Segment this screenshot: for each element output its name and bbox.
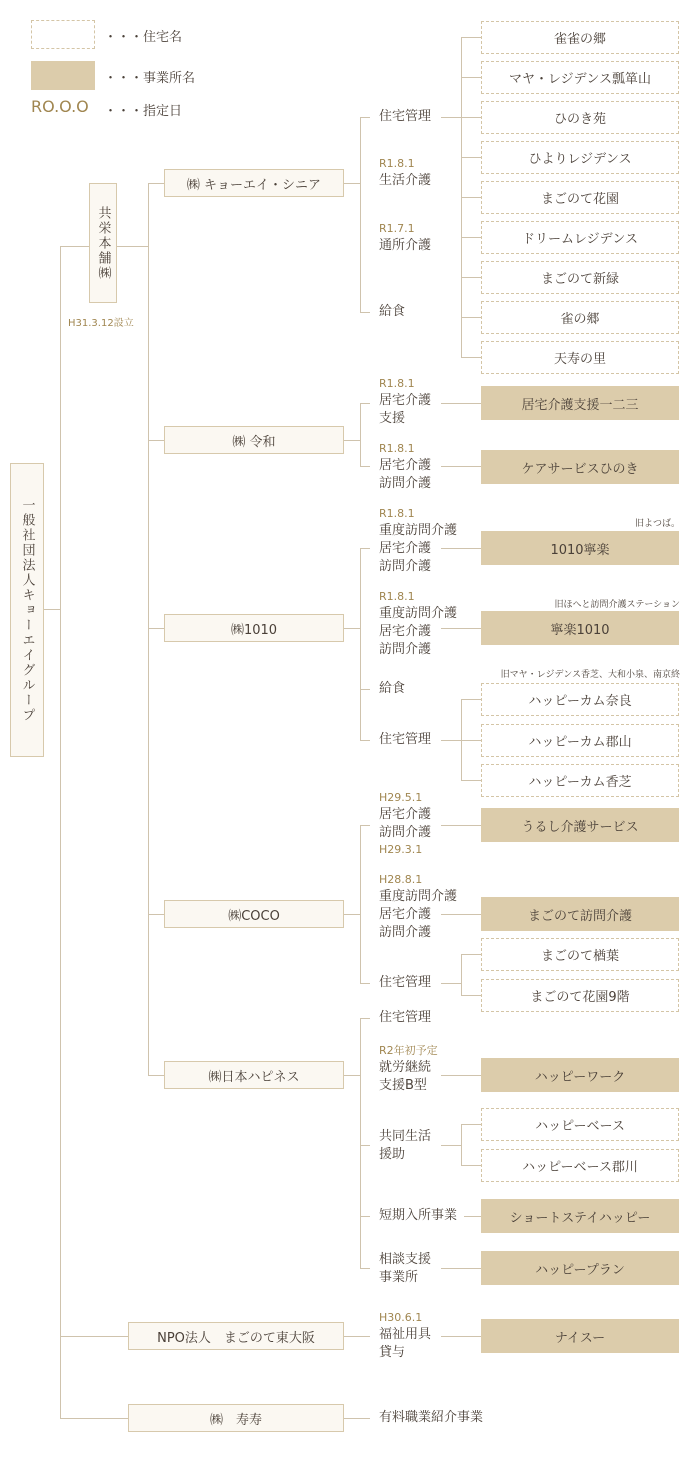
legend-office-swatch: [31, 61, 95, 90]
housing-dream: ドリームレジデンス: [481, 221, 679, 254]
connector: [44, 609, 60, 610]
connector: [117, 246, 148, 247]
connector: [461, 780, 481, 781]
connector: [360, 466, 370, 467]
housing-happy-base-korikawa: ハッピーベース郡川: [481, 1149, 679, 1182]
service-home-visit-care: H29.5.1 居宅介護 訪問介護 H29.3.1: [379, 791, 432, 856]
connector: [441, 1268, 481, 1269]
connector: [461, 1124, 481, 1125]
connector: [344, 1336, 370, 1337]
housing-magonote-hanazono-9f: まごのて花園9階: [481, 979, 679, 1012]
service-short-stay: 短期入所事業: [379, 1208, 458, 1223]
company-kyoei-senior: ㈱ キョーエイ・シニア: [164, 169, 344, 197]
connector: [148, 628, 164, 629]
root-organization: 一般社団法人キョーエイグループ: [10, 463, 44, 757]
connector: [461, 699, 481, 700]
company-1010: ㈱1010: [164, 614, 344, 642]
service-meal: 給食: [379, 304, 406, 319]
connector: [461, 740, 481, 741]
connector: [441, 914, 481, 915]
connector: [360, 825, 370, 826]
connector: [441, 117, 461, 118]
connector: [461, 197, 481, 198]
connector: [360, 548, 370, 549]
holding-company: 共栄本舗㈱: [89, 183, 117, 303]
connector: [360, 548, 361, 741]
connector: [360, 1145, 370, 1146]
company-nihon-happiness: ㈱日本ハピネス: [164, 1061, 344, 1089]
office-nara-1010: 寧楽1010: [481, 611, 679, 645]
company-coco: ㈱COCO: [164, 900, 344, 928]
connector: [441, 1075, 481, 1076]
service-housing: 住宅管理: [379, 975, 432, 990]
connector: [461, 954, 462, 996]
office-kyotaku-hifumi: 居宅介護支援一二三: [481, 386, 679, 420]
connector: [360, 1268, 370, 1269]
housing-tenju: 天寿の里: [481, 341, 679, 374]
service-paid-job-placement: 有料職業紹介事業: [379, 1410, 484, 1425]
service-housing: 住宅管理: [379, 109, 432, 124]
connector: [461, 77, 481, 78]
note-former-maya: 旧マヤ・レジデンス香芝、大和小泉、南京終: [500, 670, 680, 680]
service-life-care: R1.8.1 生活介護: [379, 157, 432, 188]
housing-happycome-nara: ハッピーカム奈良: [481, 683, 679, 716]
connector: [461, 37, 481, 38]
housing-hinoki-en: ひのき苑: [481, 101, 679, 134]
connector: [360, 740, 370, 741]
housing-happy-base: ハッピーベース: [481, 1108, 679, 1141]
service-severe-visit-care-b: R1.8.1 重度訪問介護 居宅介護 訪問介護: [379, 590, 458, 657]
connector: [461, 117, 481, 118]
connector: [360, 825, 361, 984]
connector: [360, 403, 370, 404]
connector: [360, 689, 370, 690]
connector: [461, 277, 481, 278]
office-urushi-care: うるし介護サービス: [481, 808, 679, 842]
connector: [60, 246, 61, 1418]
housing-happycome-kashiba: ハッピーカム香芝: [481, 764, 679, 797]
connector: [441, 1145, 461, 1146]
connector: [360, 1018, 370, 1019]
connector: [441, 983, 461, 984]
connector: [461, 1124, 462, 1166]
service-consultation: 相談支援 事業所: [379, 1252, 432, 1285]
housing-jakujaku: 雀雀の郷: [481, 21, 679, 54]
company-jyujyu: ㈱ 寿寿: [128, 1404, 344, 1432]
connector: [461, 317, 481, 318]
service-severe-visit-care: H28.8.1 重度訪問介護 居宅介護 訪問介護: [379, 873, 458, 940]
connector: [441, 466, 481, 467]
service-day-care: R1.7.1 通所介護: [379, 222, 432, 253]
note-former-hoheto: 旧ほへと訪問介護ステーション: [554, 600, 680, 610]
service-group-living: 共同生活 援助: [379, 1129, 432, 1162]
connector: [360, 312, 370, 313]
office-care-service-hinoki: ケアサービスひのき: [481, 450, 679, 484]
note-former-yotsuba: 旧よつば。: [634, 519, 680, 529]
legend-date-label: ・・・指定日: [104, 104, 183, 119]
connector: [344, 183, 360, 184]
housing-magonote-naraha: まごのて楢葉: [481, 938, 679, 971]
service-housing: 住宅管理: [379, 1010, 432, 1025]
legend-house-swatch: [31, 20, 95, 49]
connector: [461, 1165, 481, 1166]
housing-happycome-koriyama: ハッピーカム郡山: [481, 724, 679, 757]
housing-magonote-shinryoku: まごのて新緑: [481, 261, 679, 294]
service-housing: 住宅管理: [379, 732, 432, 747]
connector: [360, 983, 370, 984]
housing-maya-hyotanyama: マヤ・レジデンス瓢箪山: [481, 61, 679, 94]
connector: [441, 403, 481, 404]
connector: [360, 117, 361, 312]
connector: [441, 740, 461, 741]
office-1010-nara: 1010寧楽: [481, 531, 679, 565]
connector: [344, 628, 360, 629]
connector: [461, 954, 481, 955]
connector: [464, 1216, 481, 1217]
connector: [441, 825, 481, 826]
connector: [360, 1216, 370, 1217]
office-magonote-visit-care: まごのて訪問介護: [481, 897, 679, 931]
company-reiwa: ㈱ 令和: [164, 426, 344, 454]
housing-suzume: 雀の郷: [481, 301, 679, 334]
company-npo-magonote: NPO法人 まごのて東大阪: [128, 1322, 344, 1350]
holding-established-date: H31.3.12設立: [68, 318, 134, 329]
connector: [461, 357, 481, 358]
connector: [360, 117, 370, 118]
connector: [441, 548, 481, 549]
connector: [360, 403, 361, 467]
service-severe-visit-care-a: R1.8.1 重度訪問介護 居宅介護 訪問介護: [379, 507, 458, 574]
connector: [344, 440, 360, 441]
connector: [360, 1018, 361, 1268]
connector: [461, 237, 481, 238]
legend-date-sample: RO.O.O: [31, 97, 89, 116]
housing-hiyori: ひよりレジデンス: [481, 141, 679, 174]
housing-magonote-hanazono: まごのて花園: [481, 181, 679, 214]
connector: [60, 1336, 128, 1337]
connector: [344, 1075, 360, 1076]
service-welfare-equipment-rental: H30.6.1 福祉用具 貸与: [379, 1311, 432, 1360]
service-home-care-support: R1.8.1 居宅介護 支援: [379, 377, 432, 426]
connector: [441, 1336, 481, 1337]
connector: [461, 995, 481, 996]
connector: [344, 914, 360, 915]
connector: [60, 246, 89, 247]
connector: [344, 1418, 370, 1419]
office-happy-work: ハッピーワーク: [481, 1058, 679, 1092]
connector: [60, 1418, 128, 1419]
connector: [148, 914, 164, 915]
connector: [148, 183, 149, 1076]
connector: [441, 628, 481, 629]
office-happy-plan: ハッピープラン: [481, 1251, 679, 1285]
office-short-stay-happy: ショートステイハッピー: [481, 1199, 679, 1233]
legend-office-label: ・・・事業所名: [104, 71, 196, 86]
connector: [461, 157, 481, 158]
connector: [148, 183, 164, 184]
office-nice: ナイスー: [481, 1319, 679, 1353]
service-meal: 給食: [379, 681, 406, 696]
service-home-visit-care: R1.8.1 居宅介護 訪問介護: [379, 442, 432, 491]
connector: [148, 440, 164, 441]
service-employment-support-b: R2年初予定 就労継続 支援B型: [379, 1044, 438, 1093]
legend-house-label: ・・・住宅名: [104, 30, 183, 45]
connector: [148, 1075, 164, 1076]
